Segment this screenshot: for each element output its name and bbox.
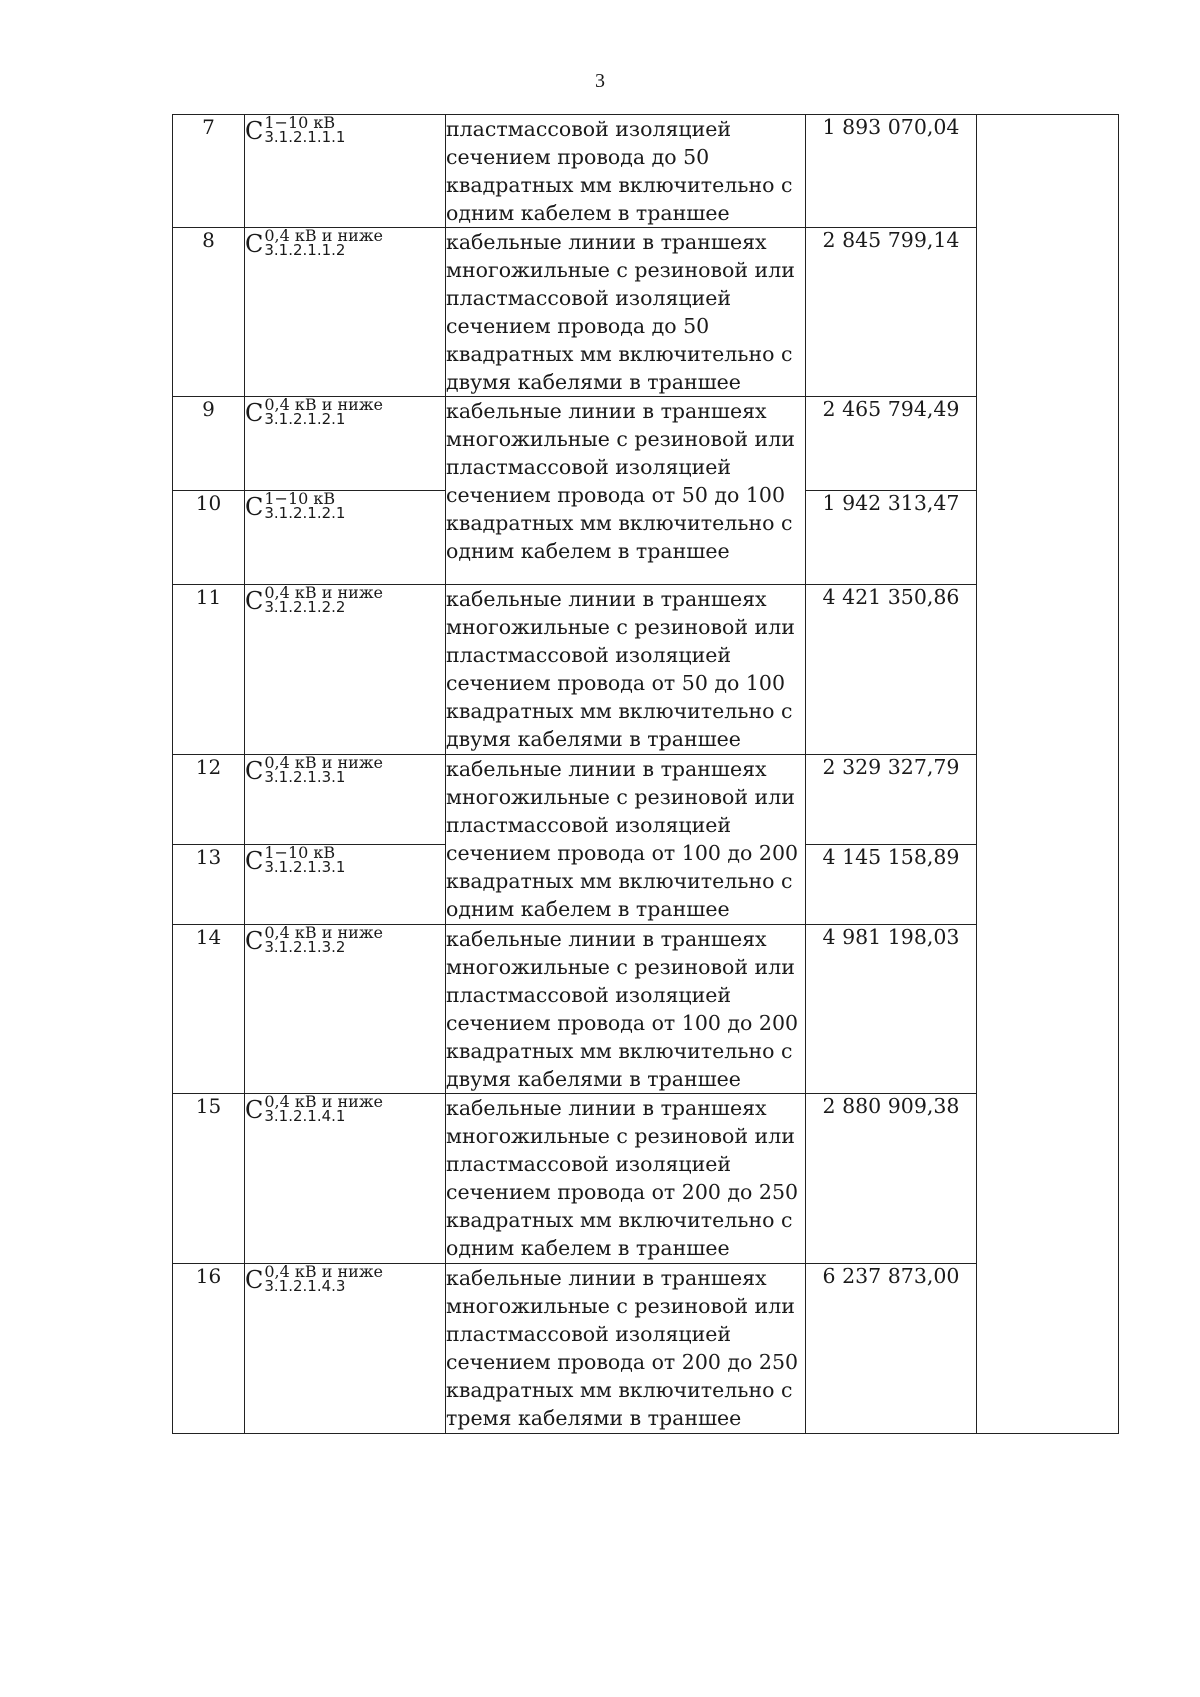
price-cell: 4 145 158,89: [806, 845, 977, 925]
description-cell: кабельные линии в траншеях многожильные с резиновой или пластмассовой изоляцией сечением провода от 50 до 100 квадратных мм включительно с двумя кабелями в траншее: [446, 585, 806, 755]
table-row: [173, 115, 1119, 228]
rate-code-subscript: 3.1.2.1.3.1: [264, 858, 346, 876]
voltage-superscript: 0,4 кВ и ниже: [264, 583, 384, 602]
voltage-superscript: 1−10 кВ: [264, 113, 336, 132]
row-number: 15: [173, 1094, 245, 1264]
voltage-superscript: 0,4 кВ и ниже: [264, 1262, 384, 1281]
rate-symbol-letter: С: [245, 230, 264, 258]
rate-symbol: [245, 397, 383, 429]
rate-symbol: [245, 755, 383, 787]
rate-symbol-letter: С: [245, 399, 264, 427]
voltage-superscript: 0,4 кВ и ниже: [264, 753, 384, 772]
rate-symbol: [245, 845, 345, 877]
rate-symbol-letter: С: [245, 117, 264, 145]
description-cell: кабельные линии в траншеях многожильные с резиновой или пластмассовой изоляцией сечением провода от 100 до 200 квадратных мм включительно с двумя кабелями в траншее: [446, 925, 806, 1094]
description-cell: кабельные линии в траншеях многожильные с резиновой или пластмассовой изоляцией сечением провода от 50 до 100 квадратных мм включительно с одним кабелем в траншее: [446, 397, 806, 585]
row-number: 9: [173, 397, 245, 491]
row-number: 12: [173, 755, 245, 845]
rate-symbol-cell: [245, 491, 446, 585]
rate-code-subscript: 3.1.2.1.2.2: [264, 598, 346, 616]
row-number: 13: [173, 845, 245, 925]
description-cell: кабельные линии в траншеях многожильные с резиновой или пластмассовой изоляцией сечением провода от 200 до 250 квадратных мм включительно с тремя кабелями в траншее: [446, 1264, 806, 1434]
rate-code-subscript: 3.1.2.1.2.1: [264, 504, 346, 522]
description-cell: кабельные линии в траншеях многожильные с резиновой или пластмассовой изоляцией сечением провода от 200 до 250 квадратных мм включительно с одним кабелем в траншее: [446, 1094, 806, 1264]
price-cell: 2 845 799,14: [806, 228, 977, 397]
rate-symbol-cell: [245, 585, 446, 755]
voltage-superscript: 0,4 кВ и ниже: [264, 923, 384, 942]
price-cell: 2 465 794,49: [806, 397, 977, 491]
voltage-superscript: 1−10 кВ: [264, 489, 336, 508]
voltage-superscript: 0,4 кВ и ниже: [264, 1092, 384, 1111]
rate-symbol-letter: С: [245, 587, 264, 615]
rate-symbol: [245, 228, 383, 260]
rate-symbol-letter: С: [245, 757, 264, 785]
rate-symbol-letter: С: [245, 1096, 264, 1124]
rate-code-subscript: 3.1.2.1.1.2: [264, 241, 346, 259]
row-number: 11: [173, 585, 245, 755]
price-cell: 6 237 873,00: [806, 1264, 977, 1434]
price-cell: 4 421 350,86: [806, 585, 977, 755]
rate-symbol-cell: [245, 755, 446, 845]
rate-symbol-cell: [245, 1264, 446, 1434]
rate-symbol-cell: [245, 1094, 446, 1264]
rate-symbol-letter: С: [245, 493, 264, 521]
rate-symbol-letter: С: [245, 1266, 264, 1294]
rate-code-subscript: 3.1.2.1.2.1: [264, 410, 346, 428]
price-cell: 1 893 070,04: [806, 115, 977, 228]
row-number: 16: [173, 1264, 245, 1434]
row-number: 7: [173, 115, 245, 228]
price-cell: 1 942 313,47: [806, 491, 977, 585]
row-number: 14: [173, 925, 245, 1094]
rate-symbol: [245, 491, 345, 523]
rate-symbol-cell: [245, 925, 446, 1094]
description-cell: кабельные линии в траншеях многожильные с резиновой или пластмассовой изоляцией сечением провода до 50 квадратных мм включительно с двумя кабелями в траншее: [446, 228, 806, 397]
price-cell: 2 880 909,38: [806, 1094, 977, 1264]
rate-symbol-cell: [245, 845, 446, 925]
price-cell: 2 329 327,79: [806, 755, 977, 845]
rate-symbol: [245, 925, 383, 957]
rate-symbol-cell: [245, 397, 446, 491]
rate-symbol: [245, 115, 345, 147]
rate-symbol-cell: [245, 228, 446, 397]
rate-symbol: [245, 1264, 383, 1296]
blank-column-cell: [977, 115, 1119, 1434]
rate-symbol: [245, 1094, 383, 1126]
description-cell: кабельные линии в траншеях многожильные с резиновой или пластмассовой изоляцией сечением провода от 100 до 200 квадратных мм включительно с одним кабелем в траншее: [446, 755, 806, 925]
rate-symbol: [245, 585, 383, 617]
tariff-table: [172, 114, 1119, 1434]
page-number: 3: [595, 70, 605, 92]
voltage-superscript: 1−10 кВ: [264, 843, 336, 862]
rate-code-subscript: 3.1.2.1.4.3: [264, 1277, 346, 1295]
row-number: 8: [173, 228, 245, 397]
voltage-superscript: 0,4 кВ и ниже: [264, 395, 384, 414]
rate-code-subscript: 3.1.2.1.3.1: [264, 768, 346, 786]
price-cell: 4 981 198,03: [806, 925, 977, 1094]
rate-symbol-letter: С: [245, 927, 264, 955]
rate-symbol-cell: [245, 115, 446, 228]
rate-code-subscript: 3.1.2.1.4.1: [264, 1107, 346, 1125]
voltage-superscript: 0,4 кВ и ниже: [264, 226, 384, 245]
rate-symbol-letter: С: [245, 847, 264, 875]
row-number: 10: [173, 491, 245, 585]
rate-code-subscript: 3.1.2.1.3.2: [264, 938, 346, 956]
description-cell: пластмассовой изоляцией сечением провода до 50 квадратных мм включительно с одним кабелем в траншее: [446, 115, 806, 228]
rate-code-subscript: 3.1.2.1.1.1: [264, 128, 346, 146]
